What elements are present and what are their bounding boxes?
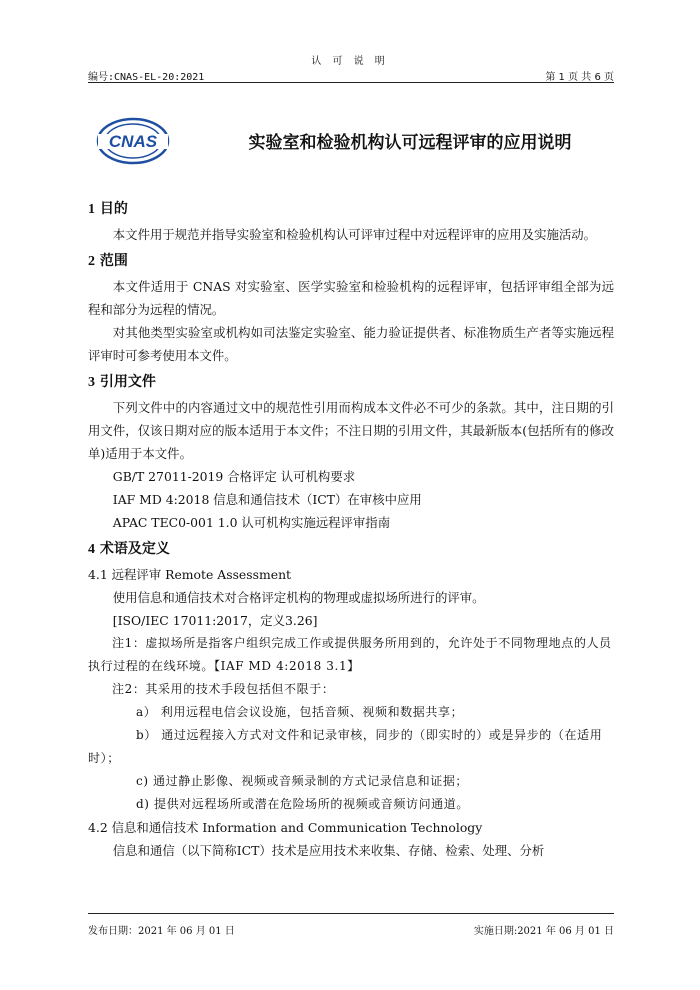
- issue-date: 发布日期：2021 年 06 月 01 日: [88, 926, 235, 937]
- doc-type-header: 认 可 说 明: [311, 56, 389, 67]
- term-4-2-definition: 信息和通信（以下简称ICT）技术是应用技术来收集、存储、检索、处理、分析: [112, 843, 545, 858]
- header-rule: [88, 82, 614, 83]
- footer-rule: [88, 913, 614, 914]
- logo-text: CNAS: [108, 132, 158, 151]
- list-item-d: d) 提供对远程场所或潜在危险场所的视频或音频访问通道。: [136, 797, 469, 811]
- term-4-1-title: 4.1 远程评审 Remote Assessment: [88, 567, 292, 582]
- reference-item: GB/T 27011-2019 合格评定 认可机构要求: [112, 469, 356, 484]
- section-3-paragraph: 下列文件中的内容通过文中的规范性引用而构成本文件必不可少的条款。其中，注日期的引用文件，仅该日期对应的版本适用于本文件；不注日期的引用文件，其最新版本(包括所有的修改单)适用于本文件。: [88, 400, 614, 461]
- term-4-2-title: 4.2 信息和通信技术 Information and Communication Technology: [88, 820, 483, 835]
- effective-date: 实施日期:2021 年 06 月 01 日: [473, 926, 614, 937]
- section-1-paragraph: 本文件用于规范并指导实验室和检验机构认可评审过程中对远程评审的应用及实施活动。: [112, 227, 597, 242]
- document-body: [88, 194, 614, 862]
- list-item-b: b） 通过远程接入方式对文件和记录审核，同步的（即实时的）或是异步的（在适用时）；: [88, 728, 603, 765]
- reference-item: APAC TEC0-001 1.0 认可机构实施远程评审指南: [112, 515, 391, 530]
- doc-number: 编号:CNAS-EL-20:2021: [88, 72, 205, 83]
- list-item-c: c) 通过静止影像、视频或音频录制的方式记录信息和证据；: [136, 774, 469, 788]
- section-2-paragraph-2: 对其他类型实验室或机构如司法鉴定实验室、能力验证提供者、标准物质生产者等实施远程评审时可参考使用本文件。: [88, 325, 614, 363]
- term-4-1-source: [ISO/IEC 17011:2017，定义3.26]: [112, 613, 318, 628]
- term-4-1-definition: 使用信息和通信技术对合格评定机构的物理或虚拟场所进行的评审。: [112, 590, 485, 605]
- section-2-paragraph-1: 本文件适用于 CNAS 对实验室、医学实验室和检验机构的远程评审，包括评审组全部为远程和部分为远程的情况。: [88, 279, 614, 317]
- note-2: 注2：其采用的技术手段包括但不限于：: [112, 682, 335, 696]
- page-info: 第 1 页 共 6 页: [545, 72, 614, 83]
- note-1: 注1：虚拟场所是指客户组织完成工作或提供服务所用到的，允许处于不同物理地点的人员执行过程的在线环境。【IAF MD 4:2018 3.1】: [88, 636, 612, 673]
- section-3-heading: 3 引用文件: [88, 374, 156, 390]
- reference-item: IAF MD 4:2018 信息和通信技术（ICT）在审核中应用: [112, 492, 422, 507]
- section-4-heading: 4 术语及定义: [88, 541, 170, 557]
- section-1-heading: 1 目的: [88, 201, 128, 217]
- document-title: 实验室和检验机构认可远程评审的应用说明: [248, 133, 572, 153]
- list-item-a: a） 利用远程电信会议设施，包括音频、视频和数据共享；: [136, 705, 464, 719]
- section-2-heading: 2 范围: [88, 253, 128, 269]
